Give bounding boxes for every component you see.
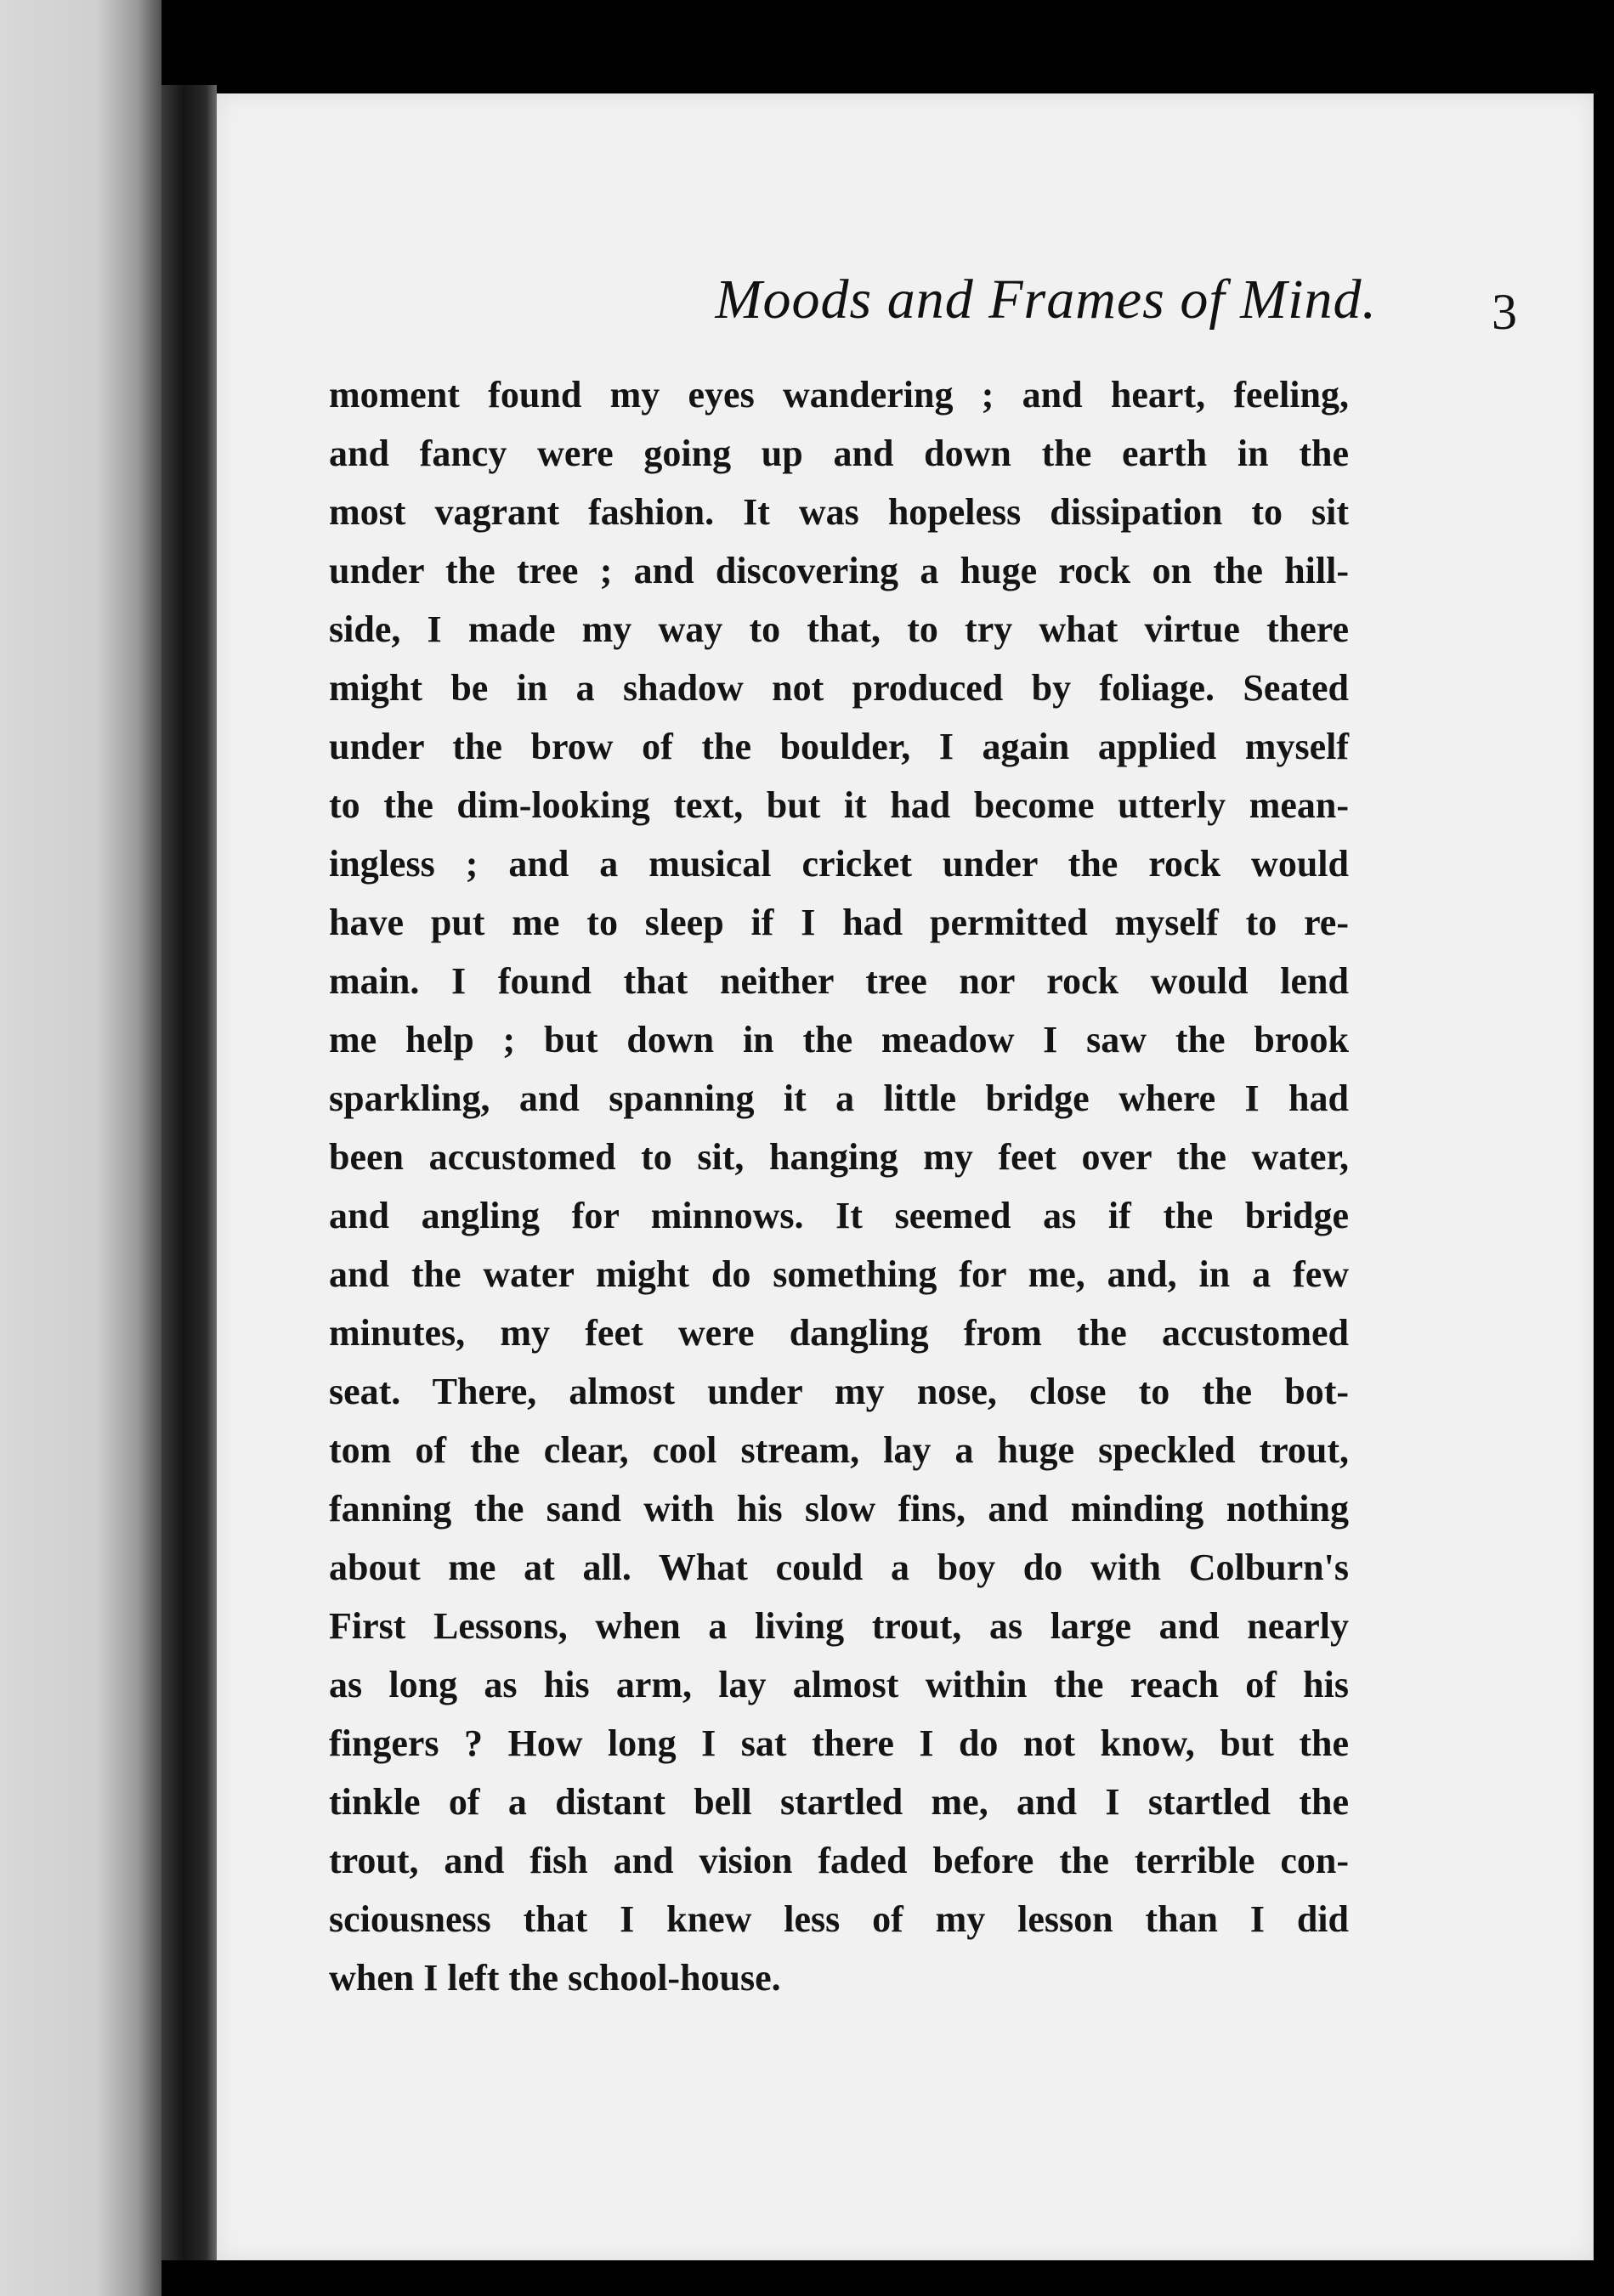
running-title: Moods and Frames of Mind. [715, 269, 1377, 331]
text-line: might be in a shadow not produced by foliage. Seated [329, 667, 1349, 709]
text-line: moment found my eyes wandering ; and heart, feeling, [329, 374, 1349, 416]
text-line: side, I made my way to that, to try what virtue there [329, 608, 1349, 650]
text-line: tom of the clear, cool stream, lay a huge speckled trout, [329, 1429, 1349, 1471]
text-line: fingers ? How long I sat there I do not know, but the [329, 1722, 1349, 1764]
text-line: as long as his arm, lay almost within the reach of his [329, 1664, 1349, 1705]
text-line: fanning the sand with his slow fins, and minding nothing [329, 1488, 1349, 1530]
page-number: 3 [1492, 284, 1517, 340]
text-line: tinkle of a distant bell startled me, and I startled the [329, 1781, 1349, 1823]
running-head [217, 268, 1517, 340]
text-line: sciousness that I knew less of my lesson than I did [329, 1898, 1349, 1940]
text-line: First Lessons, when a living trout, as large and nearly [329, 1605, 1349, 1647]
text-line: ingless ; and a musical cricket under the rock would [329, 843, 1349, 885]
text-line: about me at all. What could a boy do with Colburn's [329, 1547, 1349, 1588]
text-line: minutes, my feet were dangling from the accustomed [329, 1312, 1349, 1354]
text-line: trout, and fish and vision faded before the terrible con- [329, 1840, 1349, 1881]
text-line: and the water might do something for me, and, in a few [329, 1253, 1349, 1295]
text-line: under the brow of the boulder, I again applied myself [329, 726, 1349, 767]
text-line: when I left the school-house. [329, 1957, 781, 1999]
book-binding-gutter [161, 85, 217, 2260]
text-line: have put me to sleep if I had permitted myself to re- [329, 902, 1349, 943]
text-line: been accustomed to sit, hanging my feet over the water, [329, 1136, 1349, 1178]
previous-page-edge [0, 0, 161, 2296]
text-line: me help ; but down in the meadow I saw the brook [329, 1019, 1349, 1060]
text-line: main. I found that neither tree nor rock would lend [329, 960, 1349, 1002]
text-line: most vagrant fashion. It was hopeless dissipation to sit [329, 491, 1349, 533]
text-line: to the dim-looking text, but it had become utterly mean- [329, 784, 1349, 826]
text-line: and fancy were going up and down the earth in the [329, 433, 1349, 474]
body-text [329, 365, 1349, 2007]
text-line: seat. There, almost under my nose, close to the bot- [329, 1371, 1349, 1412]
text-line: sparkling, and spanning it a little bridge where I had [329, 1077, 1349, 1119]
text-line: and angling for minnows. It seemed as if the bridge [329, 1195, 1349, 1236]
book-page [217, 93, 1594, 2260]
text-line: under the tree ; and discovering a huge rock on the hill- [329, 550, 1349, 591]
